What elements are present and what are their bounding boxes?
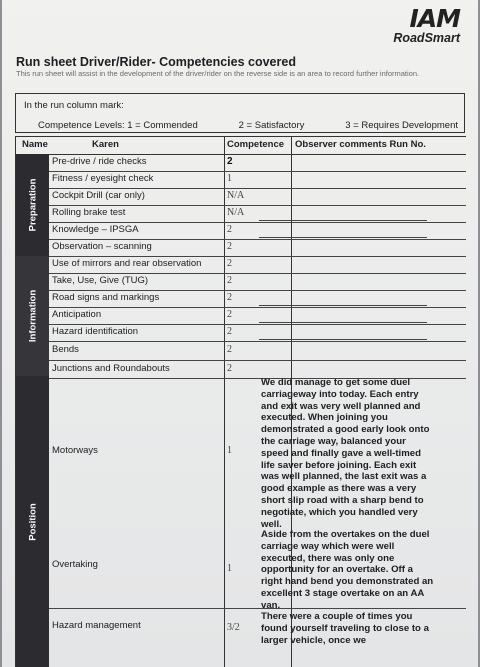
section-label-preparation: Preparation — [27, 178, 38, 232]
competence-value: 2 — [227, 326, 232, 337]
competence-value: N/A — [227, 207, 245, 218]
competencies-table — [15, 136, 466, 667]
section-preparation — [16, 154, 49, 256]
page-title: Run sheet Driver/Rider- Competencies covered — [16, 55, 296, 69]
table-row — [49, 256, 466, 274]
competence-value: 2 — [227, 156, 233, 167]
competence-value: 2 — [227, 241, 232, 252]
table-row — [49, 324, 466, 342]
competency-name: Knowledge – IPSGA — [52, 224, 139, 235]
table-row — [49, 188, 466, 206]
table-row — [49, 290, 466, 308]
instructions-heading: In the run column mark: — [24, 100, 124, 111]
table-row — [49, 273, 466, 291]
table-row — [49, 154, 466, 172]
section-information — [16, 256, 49, 376]
competence-value: 3/2 — [227, 622, 240, 633]
observer-comment-motorways: We did manage to get some duel carriageway into today. Each entry and exit was very well planned and executed. When joining you demonstrated a good early look onto the carriage way, balanced your speed and finally gave a well-timed life saver before joining. Each exit was well planned, the last exit was a good example as there was a very short slip road with a sharp bend to negotiate, which you handled very well. — [261, 377, 430, 530]
competency-name: Road signs and markings — [52, 292, 160, 303]
level-1-label: Competence Levels: 1 = Commended — [38, 120, 198, 131]
competence-value: 2 — [227, 275, 232, 286]
table-row — [49, 171, 466, 189]
competency-name: Bends — [52, 344, 79, 355]
competence-value: 2 — [227, 224, 232, 235]
competence-value: 2 — [227, 344, 232, 355]
competence-value: 1 — [227, 445, 232, 456]
competency-name: Pre-drive / ride checks — [52, 156, 147, 167]
section-label-position: Position — [27, 502, 38, 541]
section-position — [16, 376, 49, 667]
instructions-box — [15, 93, 465, 133]
competency-name: Observation – scanning — [52, 241, 152, 252]
table-row — [49, 307, 466, 325]
competence-value: 2 — [227, 258, 232, 269]
competency-name: Junctions and Roundabouts — [52, 363, 170, 374]
competence-value: 1 — [227, 173, 232, 184]
observer-comment-overtaking: Aside from the overtakes on the duel carriage way which were well executed, there was only one opportunity for an overtake. Off a right hand bend you demonstrated an excellent 3 stage overtake on an AA van. — [261, 529, 434, 611]
name-value: Karen — [92, 139, 119, 150]
iam-roadsmart-logo — [393, 6, 460, 45]
level-3-label: 3 = Requires Development — [345, 120, 458, 131]
competency-name: Overtaking — [52, 559, 98, 570]
table-row — [49, 239, 466, 257]
competency-name: Take, Use, Give (TUG) — [52, 275, 149, 286]
competence-value: 2 — [227, 363, 232, 374]
competency-name: Use of mirrors and rear observation — [52, 258, 202, 269]
competence-value: 1 — [227, 563, 232, 574]
competency-name: Anticipation — [52, 309, 102, 320]
logo-subtitle: RoadSmart — [393, 31, 460, 45]
run-sheet-page — [2, 0, 478, 667]
observer-comment-hazard-management: There were a couple of times you found yourself traveling to close to a larger vehicle, once we — [261, 611, 429, 646]
table-row — [49, 205, 466, 223]
competence-levels — [38, 120, 458, 131]
observer-header: Observer comments Run No. — [295, 139, 426, 150]
section-label-information: Information — [27, 289, 38, 343]
competency-name: Hazard management — [52, 620, 141, 631]
competency-name: Cockpit Drill (car only) — [52, 190, 145, 201]
table-header — [16, 136, 466, 155]
table-row — [49, 341, 466, 361]
logo-mark: IAM — [409, 4, 460, 33]
level-2-label: 2 = Satisfactory — [238, 120, 305, 131]
competency-name: Rolling brake test — [52, 207, 126, 218]
competency-name: Motorways — [52, 445, 98, 456]
competency-name: Hazard identification — [52, 326, 139, 337]
intro-text: This run sheet will assist in the development of the driver/rider on the reverse side is an area to record further information. — [16, 69, 420, 78]
competence-value: 2 — [227, 292, 232, 303]
table-row — [49, 222, 466, 240]
competence-value: 2 — [227, 309, 232, 320]
competency-name: Fitness / eyesight check — [52, 173, 154, 184]
competence-value: N/A — [227, 190, 245, 201]
name-header: Name — [22, 139, 48, 150]
competence-header: Competence — [227, 139, 285, 150]
